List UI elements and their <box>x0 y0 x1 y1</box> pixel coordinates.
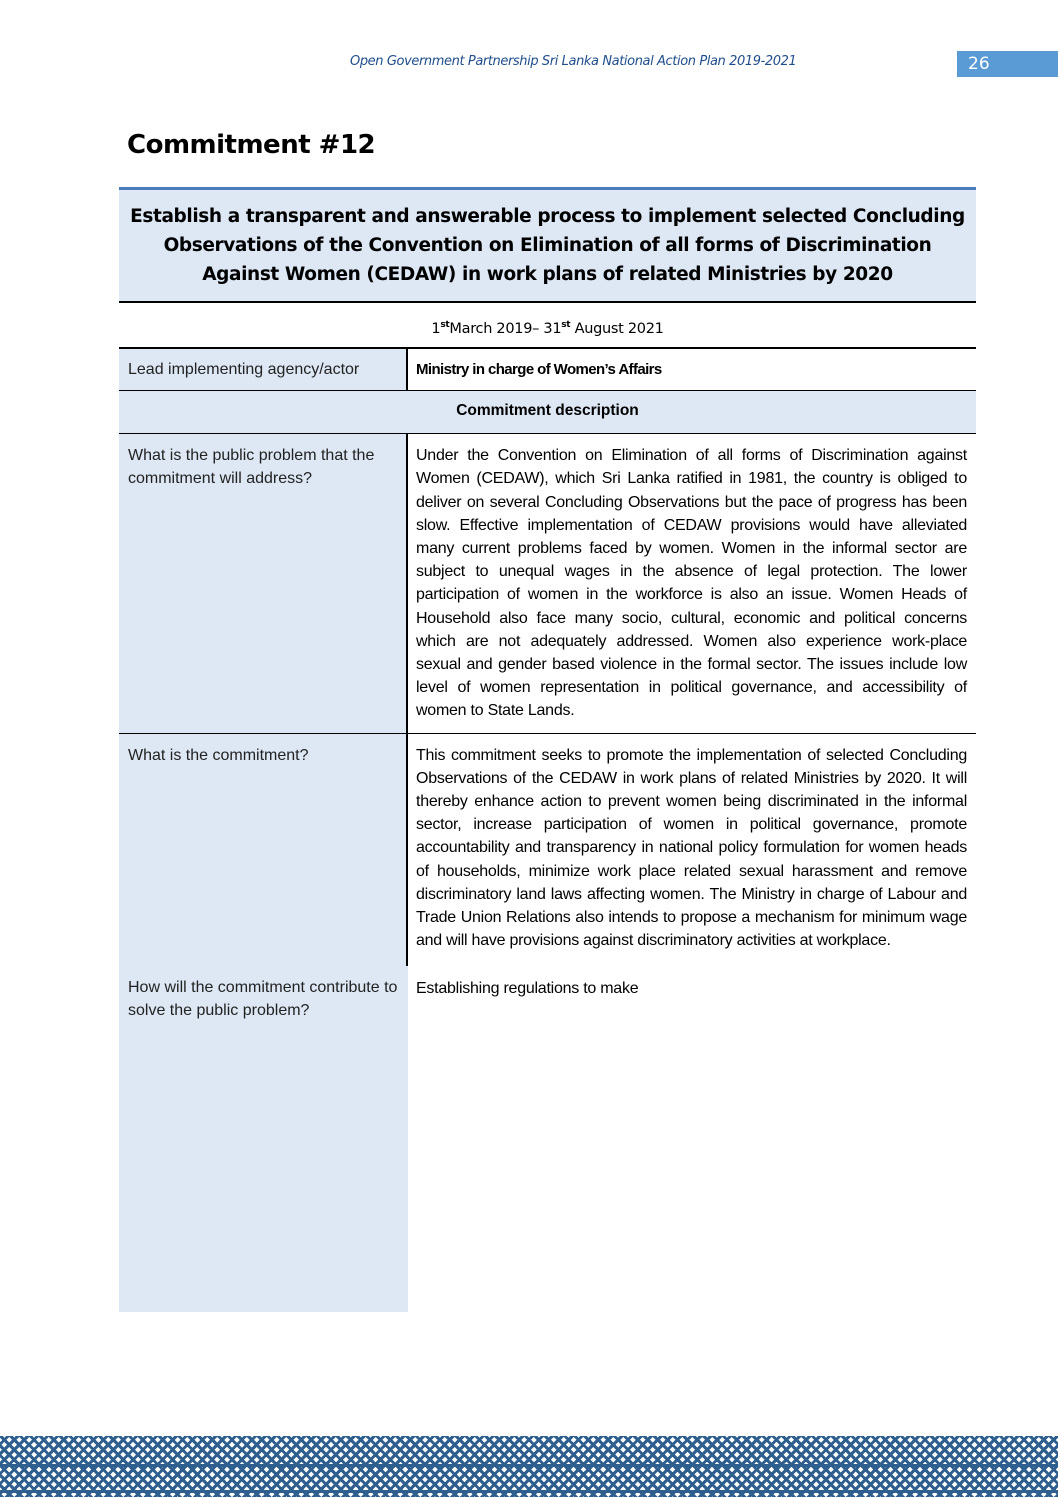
answer-contribution: Establishing regulations to make <box>416 980 639 998</box>
footer-divider <box>0 1464 1058 1467</box>
answer-problem: Under the Convention on Elimination of all forms of Discrimination against Women (CEDAW), which Sri Lanka ratified in 1981, the country is obliged to deliver on several Concluding Observations but the pace of progress has been slow. Effective implementation of CEDAW provisions would have alleviated many current problems faced by women. Women in the informal sector are subject to unequal wages in the absence of legal protection. The lower participation of women in the workforce is also an issue. Women Heads of Household also face many socio, cultural, economic and political concerns which are not adequately addressed. Women also experience work-place sexual and gender based violence in the formal sector. The issues include low level of women representation in political governance, and accessibility of women to State Lands. <box>416 447 967 720</box>
end-rest: August 2021 <box>570 320 664 337</box>
running-header-title: Open Government Partnership Sri Lanka National Action Plan 2019-2021 <box>350 54 797 69</box>
commitment-title: Establish a transparent and answerable process to implement selected Concluding Observations of the Convention on Elimination of all forms of Discrimination Against Women (CEDAW) in work plans of related Ministries by 2020 <box>119 187 976 303</box>
end-day: 31 <box>543 320 562 337</box>
start-rest: March 2019– <box>449 320 544 337</box>
table-row-contribution <box>119 966 976 1312</box>
lead-agency-row <box>119 349 976 391</box>
date-range <box>119 303 976 349</box>
page-number: 26 <box>957 51 1058 77</box>
end-suffix: st <box>561 320 571 330</box>
section-header: Commitment description <box>119 391 976 434</box>
footer-divider <box>0 1490 1058 1493</box>
lead-agency-value: Ministry in charge of Women’s Affairs <box>416 361 662 378</box>
question-problem: What is the public problem that the commitment will address? <box>119 434 408 732</box>
question-contribution: How will the commitment contribute to solve the public problem? <box>119 966 408 1312</box>
footer-pattern <box>0 1436 1058 1497</box>
start-day: 1 <box>431 320 441 337</box>
start-suffix: st <box>440 320 450 330</box>
commitment-heading: Commitment #12 <box>127 130 376 160</box>
question-commitment: What is the commitment? <box>119 734 408 967</box>
lead-agency-label: Lead implementing agency/actor <box>119 349 408 390</box>
table-row-commitment <box>119 734 976 967</box>
commitment-table <box>119 187 976 1312</box>
table-row-problem <box>119 434 976 733</box>
answer-commitment: This commitment seeks to promote the implementation of selected Concluding Observations of the CEDAW in work plans of related Ministries by 2020. It will thereby enhance action to prevent women being discriminated in the informal sector, increase participation of women in political governance, promote accountability and transparency in national policy formulation for women heads of households, minimize work place related sexual harassment and remove discriminatory land laws affecting women. The Ministry in charge of Labour and Trade Union Relations also intends to propose a mechanism for minimum wage and will have provisions against discriminatory activities at workplace. <box>416 746 967 950</box>
